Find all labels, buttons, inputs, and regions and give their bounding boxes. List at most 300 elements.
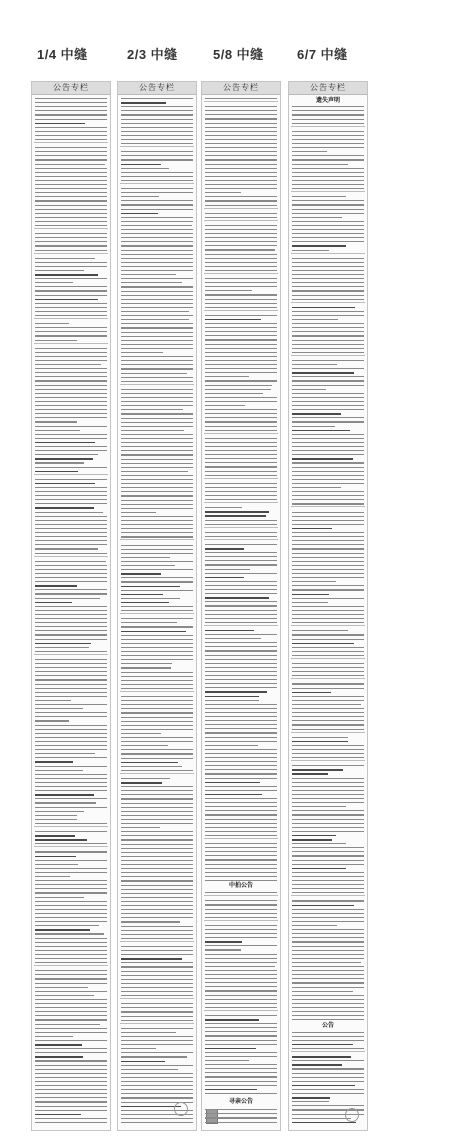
text-line [121, 258, 193, 259]
text-line [121, 655, 193, 656]
text-line [35, 278, 107, 279]
text-line [121, 1122, 193, 1123]
text-line [205, 282, 277, 283]
text-line [292, 426, 335, 427]
text-line [35, 622, 107, 623]
text-line [205, 1060, 249, 1061]
text-line [121, 868, 193, 869]
text-line [292, 786, 364, 787]
text-line [121, 741, 193, 742]
text-line [121, 110, 193, 111]
text-line [35, 471, 78, 473]
text-line [35, 196, 107, 197]
text-line [292, 589, 364, 590]
text-line [205, 196, 277, 197]
text-line [35, 98, 107, 99]
text-line [121, 712, 193, 713]
text-line [35, 720, 69, 721]
text-line [292, 557, 364, 558]
item-separator [291, 760, 365, 761]
text-line [35, 225, 107, 226]
text-line [121, 352, 163, 353]
text-line [205, 475, 277, 476]
text-line [121, 651, 193, 652]
text-line [205, 1076, 277, 1077]
text-line [121, 446, 193, 447]
text-line [35, 1060, 107, 1061]
text-line [292, 851, 364, 852]
text-line [205, 491, 277, 492]
text-line [35, 524, 107, 525]
text-line [35, 385, 107, 386]
text-line [292, 581, 336, 582]
text-line [205, 401, 277, 402]
text-line [121, 807, 193, 808]
text-line [205, 421, 277, 422]
text-line [121, 598, 180, 599]
text-line [292, 462, 364, 463]
text-line [35, 413, 107, 414]
text-line [121, 991, 193, 992]
text-line [205, 683, 277, 684]
text-line [35, 221, 107, 222]
text-line [121, 1032, 176, 1033]
text-line [121, 917, 193, 918]
text-line [292, 974, 364, 975]
text-line [121, 192, 193, 193]
text-line [292, 544, 364, 545]
text-line [292, 675, 364, 676]
text-line [35, 913, 107, 914]
text-line [205, 999, 277, 1000]
text-line [205, 945, 277, 946]
text-line [35, 311, 107, 312]
text-line [205, 368, 277, 369]
text-line [35, 868, 107, 869]
text-line [292, 1105, 364, 1106]
text-line [292, 119, 364, 120]
text-line [292, 380, 364, 381]
text-line [35, 737, 107, 738]
text-line [121, 291, 193, 292]
text-line [121, 721, 193, 722]
text-line [35, 139, 107, 140]
text-line [121, 672, 193, 673]
text-line [205, 466, 277, 467]
text-line [35, 1101, 107, 1102]
text-line [292, 528, 332, 530]
text-line [121, 631, 186, 633]
text-line [292, 610, 364, 611]
text-line [205, 442, 277, 443]
text-line [292, 868, 346, 870]
text-line [35, 851, 107, 852]
text-line [292, 483, 364, 484]
text-line [205, 131, 277, 132]
text-line [292, 929, 364, 930]
text-line [121, 856, 193, 857]
text-line [292, 376, 364, 377]
text-line [121, 327, 193, 328]
text-line [121, 164, 161, 166]
text-line [121, 131, 193, 132]
text-line [121, 1036, 193, 1037]
text-line [205, 344, 277, 345]
text-line [35, 667, 107, 668]
text-line [292, 925, 337, 926]
item-separator [120, 998, 194, 999]
text-line [205, 769, 277, 770]
text-line [35, 733, 107, 734]
text-line [205, 290, 252, 291]
text-line [292, 172, 364, 173]
text-line [205, 106, 277, 107]
text-line [35, 438, 107, 439]
text-line [35, 892, 107, 893]
text-line [205, 450, 277, 451]
text-line [121, 958, 182, 960]
text-line [35, 987, 88, 988]
text-line [292, 954, 364, 955]
text-line [205, 929, 277, 930]
text-line [205, 868, 277, 869]
text-line [205, 544, 277, 545]
text-line [121, 500, 193, 501]
text-line [205, 245, 277, 246]
text-line [35, 991, 107, 992]
text-line [292, 164, 348, 165]
text-line [292, 553, 364, 554]
text-line [121, 602, 169, 604]
text-line [121, 405, 193, 406]
text-line [292, 282, 364, 283]
text-line [35, 663, 107, 664]
text-line [35, 626, 107, 627]
text-line [121, 438, 193, 439]
text-line [205, 536, 277, 537]
text-line [121, 1007, 193, 1008]
text-line [292, 434, 364, 435]
text-line [35, 1040, 107, 1041]
text-line [121, 274, 176, 275]
text-line [121, 508, 193, 509]
text-line [292, 622, 364, 623]
text-line [121, 971, 193, 972]
text-line [35, 110, 107, 111]
text-line [292, 245, 346, 247]
text-line [205, 966, 275, 967]
text-line [292, 798, 364, 799]
text-line [121, 151, 193, 152]
item-separator [204, 838, 278, 839]
text-line [205, 1040, 277, 1041]
text-line [205, 430, 277, 431]
text-line [205, 823, 277, 824]
text-line [121, 139, 193, 140]
text-line [35, 450, 107, 451]
text-line [35, 790, 107, 791]
item-separator [34, 343, 108, 344]
text-line [205, 749, 277, 750]
text-line [292, 340, 364, 341]
text-line [205, 233, 277, 234]
text-line [121, 413, 193, 414]
text-line [205, 552, 277, 553]
text-line [205, 1048, 256, 1050]
text-line [292, 937, 364, 938]
text-line [121, 282, 182, 283]
text-line [205, 917, 277, 918]
text-line [205, 556, 277, 557]
text-line [292, 1068, 364, 1069]
text-line [35, 995, 94, 996]
text-line [35, 548, 98, 549]
text-line [35, 323, 69, 324]
text-line [205, 1027, 277, 1028]
text-line [292, 479, 364, 480]
text-line [121, 835, 193, 836]
text-line [292, 421, 364, 422]
text-line [205, 696, 259, 698]
text-line [121, 221, 193, 222]
text-line [121, 528, 193, 529]
text-line [205, 798, 277, 799]
text-line [205, 184, 277, 185]
text-line [121, 409, 183, 410]
text-line [205, 180, 277, 181]
text-line [292, 594, 329, 596]
text-line [35, 897, 84, 898]
text-line [292, 184, 364, 185]
text-line [35, 610, 107, 611]
text-line [205, 168, 277, 169]
item-separator [204, 502, 278, 503]
text-line [121, 610, 193, 611]
column-header: 公告专栏 [202, 82, 280, 95]
item-separator [291, 355, 365, 356]
item-separator [204, 920, 278, 921]
text-line [292, 999, 364, 1000]
item-separator [34, 142, 108, 143]
text-line [35, 811, 84, 812]
text-line [121, 401, 193, 402]
text-line [35, 262, 107, 263]
text-line [121, 307, 193, 308]
text-line [35, 372, 107, 373]
text-line [121, 483, 193, 484]
text-line [292, 1019, 364, 1020]
text-line [292, 397, 364, 398]
text-line [35, 131, 107, 132]
text-line [35, 757, 107, 758]
text-line [121, 586, 180, 588]
text-line [35, 606, 107, 607]
text-line [121, 315, 193, 316]
text-line [121, 135, 193, 136]
text-line [121, 700, 193, 701]
text-line [292, 327, 364, 328]
text-line [205, 1081, 277, 1082]
text-line [121, 278, 193, 279]
text-line [205, 471, 277, 472]
text-line [205, 687, 277, 688]
text-line [205, 581, 277, 582]
text-line [292, 1044, 353, 1046]
text-line [292, 839, 332, 841]
text-line [35, 250, 107, 251]
text-line [121, 696, 193, 697]
text-line [121, 172, 193, 173]
text-line [292, 749, 364, 750]
text-line [121, 962, 193, 963]
text-line [292, 1081, 364, 1082]
text-line [121, 790, 193, 791]
text-line [292, 814, 364, 815]
text-line [292, 401, 364, 402]
text-line [121, 647, 193, 648]
text-line [292, 516, 364, 517]
text-line [205, 737, 277, 738]
text-line [205, 348, 277, 349]
text-line [35, 479, 107, 480]
text-line [35, 417, 107, 418]
text-line [205, 573, 277, 574]
text-line [292, 1011, 364, 1012]
text-line [35, 389, 107, 390]
text-line [205, 876, 277, 877]
text-line [35, 483, 95, 485]
text-line [292, 819, 364, 820]
text-line [292, 741, 348, 743]
text-line [35, 1028, 107, 1029]
item-separator [34, 846, 108, 847]
text-line [35, 708, 83, 709]
text-line [121, 622, 177, 623]
text-line [292, 290, 364, 291]
column-header: 公告专栏 [118, 82, 196, 95]
text-line [205, 110, 277, 111]
text-line [35, 507, 94, 509]
text-line [35, 184, 107, 185]
text-line [35, 639, 107, 640]
text-line [205, 732, 277, 733]
text-line [292, 683, 364, 684]
text-line [35, 700, 71, 701]
text-line [205, 413, 277, 414]
text-line [121, 377, 193, 378]
text-line [292, 667, 364, 668]
text-line [121, 336, 193, 337]
text-line [292, 946, 364, 947]
text-line [35, 135, 107, 136]
text-line [35, 929, 90, 931]
text-line [35, 553, 107, 554]
text-line [121, 1003, 193, 1004]
text-line [35, 376, 107, 377]
text-line [205, 880, 277, 881]
text-line [35, 954, 107, 955]
text-line [35, 688, 107, 689]
text-line [35, 593, 107, 594]
text-line [35, 1069, 107, 1070]
text-line [121, 966, 193, 967]
text-line [35, 831, 107, 832]
text-line [205, 728, 277, 729]
text-line [292, 995, 364, 996]
text-line [35, 1019, 107, 1020]
text-line [121, 811, 193, 812]
text-line [292, 1122, 356, 1124]
item-separator [34, 965, 108, 966]
text-line [121, 688, 193, 689]
text-line [205, 859, 277, 860]
text-line [35, 192, 107, 193]
text-line [292, 1007, 364, 1008]
text-line [121, 889, 193, 890]
text-line [205, 483, 277, 484]
text-line [121, 98, 193, 99]
text-line [35, 213, 107, 214]
text-line [292, 806, 346, 807]
text-line [205, 511, 269, 513]
text-line [292, 475, 364, 476]
text-line [292, 708, 364, 709]
text-line [121, 893, 193, 894]
text-line [292, 900, 364, 901]
column-label-2-3: 2/3 中缝 [127, 47, 178, 62]
text-line [205, 593, 277, 594]
text-line [292, 773, 328, 775]
text-line [205, 843, 277, 844]
text-line [205, 438, 277, 439]
text-line [292, 978, 364, 979]
text-line [121, 798, 193, 799]
text-line [292, 360, 364, 361]
text-line [35, 442, 95, 444]
item-separator [291, 678, 365, 679]
text-line [35, 397, 107, 398]
text-line [121, 733, 161, 734]
text-line [292, 835, 336, 837]
text-line [35, 712, 107, 713]
text-line [292, 778, 364, 779]
text-line [292, 1060, 364, 1061]
text-line [35, 917, 107, 918]
text-line [121, 180, 193, 181]
text-line [121, 950, 193, 951]
text-line [121, 495, 193, 496]
text-line [205, 164, 277, 165]
text-line [35, 258, 95, 259]
text-line [35, 327, 107, 328]
text-line [121, 876, 193, 877]
section-title-lost-notice: 遗失声明 [315, 97, 340, 104]
text-line [205, 446, 277, 447]
item-separator [291, 732, 365, 733]
item-separator [204, 433, 278, 434]
text-line [205, 339, 277, 340]
text-line [35, 102, 107, 103]
text-line [35, 205, 107, 206]
text-line [121, 516, 193, 517]
text-line [205, 753, 277, 754]
text-line [292, 573, 364, 574]
text-line [121, 360, 193, 361]
text-line [205, 520, 277, 521]
text-line [35, 671, 107, 672]
text-line [292, 393, 364, 394]
text-line [205, 622, 277, 623]
